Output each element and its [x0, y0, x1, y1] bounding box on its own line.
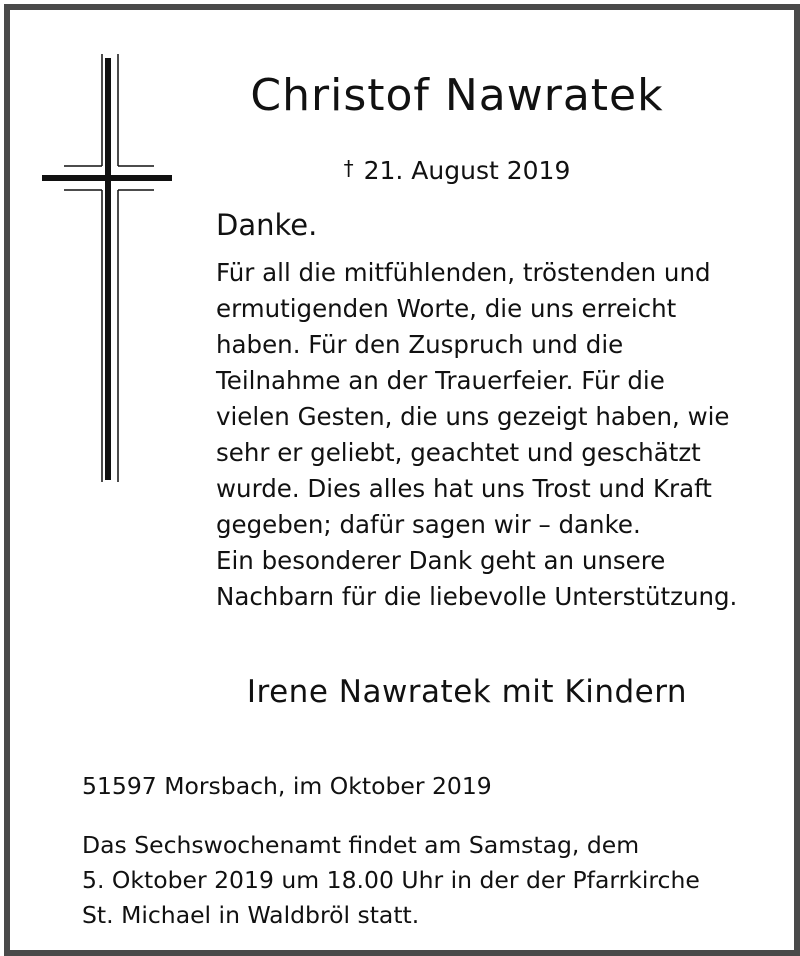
announcement-frame: [4, 4, 800, 956]
body-line: ermutigenden Worte, die uns erreicht: [216, 294, 677, 323]
deceased-name: Christof Nawratek: [250, 70, 664, 121]
body-line: gegeben; dafür sagen wir – danke.: [216, 510, 641, 539]
death-date: 21. August 2019: [363, 156, 571, 185]
body-line: wurde. Dies alles hat uns Trost und Kraft: [216, 474, 712, 503]
dagger-symbol: †: [343, 156, 354, 180]
body-line: Nachbarn für die liebevolle Unterstützung.: [216, 582, 738, 611]
thanks-heading: Danke.: [216, 208, 318, 242]
body-line: Ein besonderer Dank geht an unsere: [216, 546, 666, 575]
body-line: Teilnahme an der Trauerfeier. Für die: [216, 366, 665, 395]
signature: Irene Nawratek mit Kindern: [246, 674, 688, 710]
notice-line: St. Michael in Waldbröl statt.: [82, 901, 420, 929]
body-line: Für all die mitfühlenden, tröstenden und: [216, 258, 711, 287]
thanks-body: [216, 255, 796, 615]
service-notice: [82, 828, 700, 933]
death-date-line: [10, 156, 794, 185]
body-line: haben. Für den Zuspruch und die: [216, 330, 624, 359]
place-date: 51597 Morsbach, im Oktober 2019: [82, 772, 492, 800]
notice-line: 5. Oktober 2019 um 18.00 Uhr in der der Pfarrkirche: [82, 866, 700, 894]
notice-line: Das Sechswochenamt findet am Samstag, dem: [82, 831, 640, 859]
body-line: vielen Gesten, die uns gezeigt haben, wie: [216, 402, 730, 431]
body-line: sehr er geliebt, geachtet und geschätzt: [216, 438, 701, 467]
